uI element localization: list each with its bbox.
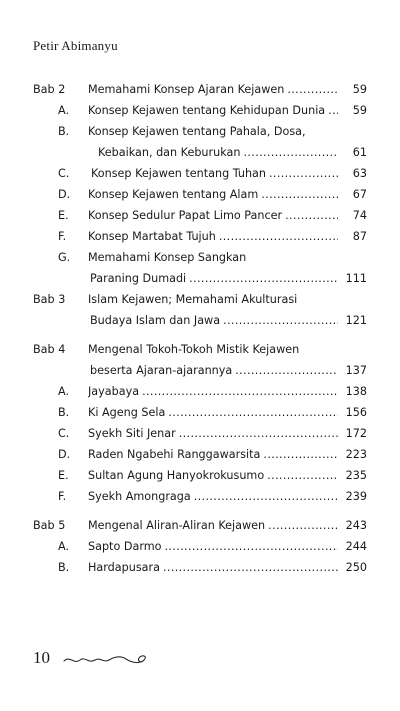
toc-row[interactable] xyxy=(0,558,400,578)
toc-row[interactable] xyxy=(0,537,400,557)
toc-entry-title xyxy=(88,206,338,226)
toc-row[interactable] xyxy=(0,311,400,331)
entry-title-text: Sultan Agung Hanyokrokusumo xyxy=(88,469,265,482)
entry-title-text: Memahami Konsep Sangkan xyxy=(88,251,247,264)
toc-page-number: 223 xyxy=(345,448,367,461)
toc-row[interactable] xyxy=(0,516,400,536)
leader-dots xyxy=(268,516,338,536)
toc-page-number: 239 xyxy=(345,490,367,503)
toc-entry-title xyxy=(98,143,338,163)
entry-title-text: Islam Kejawen; Memahami Akulturasi xyxy=(88,293,298,306)
toc-page-number: 59 xyxy=(352,104,367,117)
leader-dots xyxy=(285,206,338,226)
toc-page-number: 138 xyxy=(345,385,367,398)
toc-entry-title xyxy=(88,185,338,205)
entry-title-text: Mengenal Tokoh-Tokoh Mistik Kejawen xyxy=(88,343,300,356)
page-number: 10 xyxy=(33,648,50,667)
leader-dots xyxy=(189,269,338,289)
chapter-label: Bab 5 xyxy=(33,519,66,532)
toc-row[interactable] xyxy=(0,164,400,184)
leader-dots xyxy=(263,445,338,465)
entry-title-text: Konsep Kejawen tentang Alam xyxy=(88,188,259,201)
toc-entry-title xyxy=(88,403,338,423)
leader-dots xyxy=(179,424,338,444)
toc-row[interactable] xyxy=(0,248,400,268)
toc-row[interactable] xyxy=(0,80,400,100)
section-label: A. xyxy=(58,540,70,553)
toc-entry-title xyxy=(88,466,338,486)
toc-page-number: 61 xyxy=(352,146,367,159)
entry-title-text: Raden Ngabehi Ranggawarsita xyxy=(88,448,261,461)
toc-entry-title xyxy=(88,290,334,310)
toc-page-number: 156 xyxy=(345,406,367,419)
toc-row[interactable] xyxy=(0,122,400,142)
toc-page-number: 250 xyxy=(345,561,367,574)
entry-title-text: Hardapusara xyxy=(88,561,160,574)
toc-entry-title xyxy=(88,445,338,465)
leader-dots xyxy=(164,537,338,557)
entry-title-text: Syekh Siti Jenar xyxy=(88,427,176,440)
toc-page-number: 59 xyxy=(352,83,367,96)
toc-page-number: 111 xyxy=(345,272,367,285)
leader-dots xyxy=(269,164,338,184)
leader-dots xyxy=(163,558,338,578)
section-label: B. xyxy=(58,125,70,138)
toc-row[interactable] xyxy=(0,445,400,465)
leader-dots xyxy=(267,466,338,486)
section-label: A. xyxy=(58,104,70,117)
entry-title-text: Konsep Martabat Tujuh xyxy=(88,230,216,243)
leader-dots xyxy=(219,227,338,247)
toc-row[interactable] xyxy=(0,143,400,163)
section-label: E. xyxy=(58,209,69,222)
toc-row[interactable] xyxy=(0,101,400,121)
leader-dots xyxy=(223,311,338,331)
toc-row[interactable] xyxy=(0,269,400,289)
toc-row[interactable] xyxy=(0,382,400,402)
toc-page-number: 137 xyxy=(345,364,367,377)
toc-entry-title xyxy=(88,558,338,578)
toc-entry-title xyxy=(88,516,338,536)
toc-entry-title xyxy=(88,101,338,121)
toc-page-number: 74 xyxy=(352,209,367,222)
entry-title-text: Konsep Sedulur Papat Limo Pancer xyxy=(88,209,283,222)
toc-entry-title xyxy=(91,164,338,184)
section-label: D. xyxy=(58,448,71,461)
toc-page-number: 87 xyxy=(352,230,367,243)
flourish-ornament-icon xyxy=(62,652,152,668)
toc-entry-title xyxy=(88,248,334,268)
leader-dots xyxy=(261,185,338,205)
toc-entry-title xyxy=(88,340,334,360)
leader-dots xyxy=(194,487,338,507)
toc-row[interactable] xyxy=(0,340,400,360)
toc-row[interactable] xyxy=(0,403,400,423)
entry-title-text: Ki Ageng Sela xyxy=(88,406,166,419)
leader-dots xyxy=(243,143,338,163)
toc-page-number: 172 xyxy=(345,427,367,440)
entry-title-text: Konsep Kejawen tentang Kehidupan Dunia xyxy=(88,104,326,117)
toc-page-number: 63 xyxy=(352,167,367,180)
entry-title-text: Memahami Konsep Ajaran Kejawen xyxy=(88,83,285,96)
toc-entry-title xyxy=(88,227,338,247)
section-label: A. xyxy=(58,385,70,398)
section-label: F. xyxy=(58,230,67,243)
toc-row[interactable] xyxy=(0,487,400,507)
section-label: G. xyxy=(58,251,71,264)
section-label: B. xyxy=(58,561,70,574)
toc-row[interactable] xyxy=(0,361,400,381)
toc-row[interactable] xyxy=(0,206,400,226)
toc-entry-title xyxy=(90,311,338,331)
section-label: C. xyxy=(58,427,70,440)
leader-dots xyxy=(235,361,338,381)
toc-page-number: 243 xyxy=(345,519,367,532)
section-label: C. xyxy=(58,167,70,180)
toc-row[interactable] xyxy=(0,290,400,310)
entry-title-text: Kebaikan, dan Keburukan xyxy=(98,146,241,159)
entry-title-text: Syekh Amongraga xyxy=(88,490,191,503)
toc-row[interactable] xyxy=(0,466,400,486)
toc-row[interactable] xyxy=(0,424,400,444)
leader-dots xyxy=(168,403,338,423)
toc-entry-title xyxy=(88,122,334,142)
toc-entry-title xyxy=(90,361,338,381)
toc-entry-title xyxy=(90,269,338,289)
toc-page-number: 235 xyxy=(345,469,367,482)
section-label: F. xyxy=(58,490,67,503)
toc-page-number: 244 xyxy=(345,540,367,553)
toc-row[interactable] xyxy=(0,227,400,247)
entry-title-text: Sapto Darmo xyxy=(88,540,162,553)
entry-title-text: beserta Ajaran-ajarannya xyxy=(90,364,233,377)
entry-title-text: Budaya Islam dan Jawa xyxy=(90,314,221,327)
section-label: E. xyxy=(58,469,69,482)
toc-page-number: 67 xyxy=(352,188,367,201)
toc-entry-title xyxy=(88,487,338,507)
toc-entry-title xyxy=(88,382,338,402)
chapter-label: Bab 2 xyxy=(33,83,66,96)
running-head: Petir Abimanyu xyxy=(33,38,118,53)
toc-page-number: 121 xyxy=(345,314,367,327)
toc-entry-title xyxy=(88,424,338,444)
entry-title-text: Paraning Dumadi xyxy=(90,272,187,285)
toc-entry-title xyxy=(88,537,338,557)
section-label: B. xyxy=(58,406,70,419)
leader-dots xyxy=(142,382,338,402)
toc-entry-title xyxy=(88,80,338,100)
chapter-label: Bab 4 xyxy=(33,343,66,356)
entry-title-text: Mengenal Aliran-Aliran Kejawen xyxy=(88,519,266,532)
chapter-label: Bab 3 xyxy=(33,293,66,306)
entry-title-text: Jayabaya xyxy=(88,385,140,398)
entry-title-text: Konsep Kejawen tentang Pahala, Dosa, xyxy=(88,125,306,138)
leader-dots xyxy=(287,80,338,100)
section-label: D. xyxy=(58,188,71,201)
toc-row[interactable] xyxy=(0,185,400,205)
entry-title-text: Konsep Kejawen tentang Tuhan xyxy=(91,167,266,180)
